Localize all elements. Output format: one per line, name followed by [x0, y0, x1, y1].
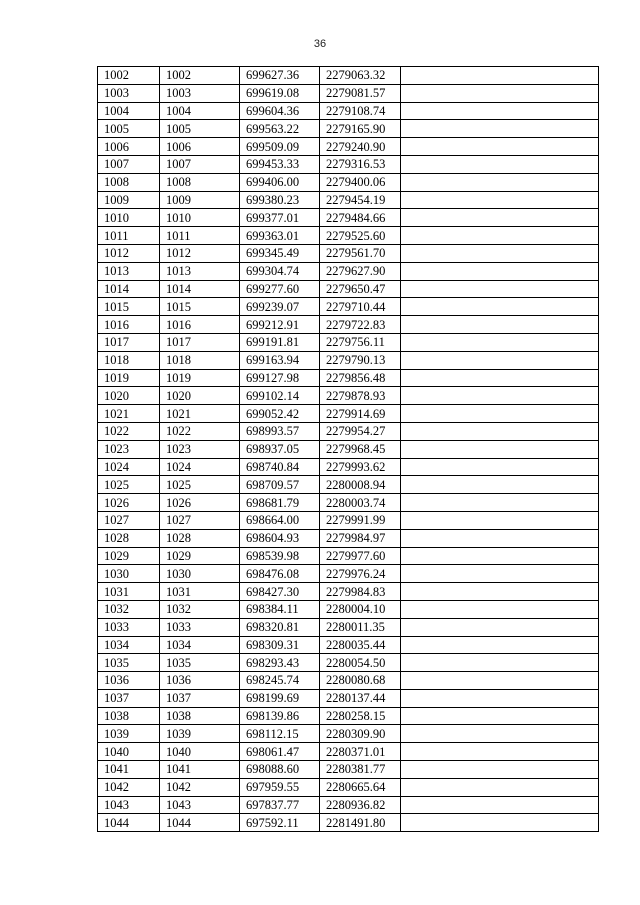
y-coordinate-cell: 2279165.90 — [320, 120, 401, 138]
x-coordinate-cell: 699191.81 — [240, 333, 320, 351]
empty-cell — [401, 565, 599, 583]
row-id-cell: 1010 — [98, 209, 160, 227]
table-row — [98, 529, 599, 547]
y-coordinate-cell: 2279561.70 — [320, 244, 401, 262]
table-row — [98, 618, 599, 636]
table-row — [98, 298, 599, 316]
row-id-cell: 1012 — [98, 244, 160, 262]
row-id-cell: 1021 — [98, 405, 160, 423]
point-id-cell: 1034 — [160, 636, 240, 654]
x-coordinate-cell: 699052.42 — [240, 405, 320, 423]
y-coordinate-cell: 2279756.11 — [320, 333, 401, 351]
empty-cell — [401, 84, 599, 102]
row-id-cell: 1011 — [98, 227, 160, 245]
table-row — [98, 405, 599, 423]
row-id-cell: 1013 — [98, 262, 160, 280]
empty-cell — [401, 636, 599, 654]
point-id-cell: 1007 — [160, 155, 240, 173]
y-coordinate-cell: 2279240.90 — [320, 138, 401, 156]
point-id-cell: 1042 — [160, 778, 240, 796]
empty-cell — [401, 244, 599, 262]
y-coordinate-cell: 2279710.44 — [320, 298, 401, 316]
row-id-cell: 1043 — [98, 796, 160, 814]
point-id-cell: 1040 — [160, 743, 240, 761]
row-id-cell: 1033 — [98, 618, 160, 636]
y-coordinate-cell: 2279856.48 — [320, 369, 401, 387]
empty-cell — [401, 583, 599, 601]
table-row — [98, 725, 599, 743]
y-coordinate-cell: 2279968.45 — [320, 440, 401, 458]
table-row — [98, 191, 599, 209]
empty-cell — [401, 262, 599, 280]
row-id-cell: 1038 — [98, 707, 160, 725]
y-coordinate-cell: 2279627.90 — [320, 262, 401, 280]
y-coordinate-cell: 2279991.99 — [320, 511, 401, 529]
table-row — [98, 761, 599, 779]
x-coordinate-cell: 698139.86 — [240, 707, 320, 725]
empty-cell — [401, 796, 599, 814]
empty-cell — [401, 458, 599, 476]
empty-cell — [401, 618, 599, 636]
x-coordinate-cell: 698384.11 — [240, 600, 320, 618]
empty-cell — [401, 761, 599, 779]
point-id-cell: 1043 — [160, 796, 240, 814]
y-coordinate-cell: 2280011.35 — [320, 618, 401, 636]
point-id-cell: 1022 — [160, 422, 240, 440]
y-coordinate-cell: 2279650.47 — [320, 280, 401, 298]
coordinates-table — [97, 66, 599, 832]
empty-cell — [401, 422, 599, 440]
empty-cell — [401, 672, 599, 690]
x-coordinate-cell: 698088.60 — [240, 761, 320, 779]
empty-cell — [401, 494, 599, 512]
y-coordinate-cell: 2279316.53 — [320, 155, 401, 173]
empty-cell — [401, 814, 599, 832]
point-id-cell: 1021 — [160, 405, 240, 423]
y-coordinate-cell: 2280035.44 — [320, 636, 401, 654]
page-number: 36 — [313, 38, 327, 50]
point-id-cell: 1002 — [160, 67, 240, 85]
y-coordinate-cell: 2279790.13 — [320, 351, 401, 369]
row-id-cell: 1037 — [98, 689, 160, 707]
empty-cell — [401, 155, 599, 173]
table-row — [98, 707, 599, 725]
x-coordinate-cell: 698199.69 — [240, 689, 320, 707]
y-coordinate-cell: 2280004.10 — [320, 600, 401, 618]
empty-cell — [401, 351, 599, 369]
empty-cell — [401, 173, 599, 191]
table-row — [98, 636, 599, 654]
row-id-cell: 1008 — [98, 173, 160, 191]
table-row — [98, 689, 599, 707]
empty-cell — [401, 654, 599, 672]
row-id-cell: 1034 — [98, 636, 160, 654]
row-id-cell: 1032 — [98, 600, 160, 618]
table-row — [98, 476, 599, 494]
row-id-cell: 1003 — [98, 84, 160, 102]
x-coordinate-cell: 698245.74 — [240, 672, 320, 690]
point-id-cell: 1041 — [160, 761, 240, 779]
row-id-cell: 1029 — [98, 547, 160, 565]
empty-cell — [401, 547, 599, 565]
table-row — [98, 565, 599, 583]
point-id-cell: 1039 — [160, 725, 240, 743]
table-row — [98, 84, 599, 102]
point-id-cell: 1028 — [160, 529, 240, 547]
x-coordinate-cell: 698112.15 — [240, 725, 320, 743]
row-id-cell: 1028 — [98, 529, 160, 547]
table-row — [98, 672, 599, 690]
row-id-cell: 1039 — [98, 725, 160, 743]
x-coordinate-cell: 698740.84 — [240, 458, 320, 476]
y-coordinate-cell: 2279976.24 — [320, 565, 401, 583]
table-row — [98, 422, 599, 440]
x-coordinate-cell: 698320.81 — [240, 618, 320, 636]
row-id-cell: 1016 — [98, 316, 160, 334]
row-id-cell: 1041 — [98, 761, 160, 779]
x-coordinate-cell: 697592.11 — [240, 814, 320, 832]
table-row — [98, 814, 599, 832]
x-coordinate-cell: 699377.01 — [240, 209, 320, 227]
y-coordinate-cell: 2279108.74 — [320, 102, 401, 120]
point-id-cell: 1004 — [160, 102, 240, 120]
point-id-cell: 1006 — [160, 138, 240, 156]
row-id-cell: 1025 — [98, 476, 160, 494]
x-coordinate-cell: 698309.31 — [240, 636, 320, 654]
y-coordinate-cell: 2280936.82 — [320, 796, 401, 814]
table-row — [98, 547, 599, 565]
y-coordinate-cell: 2280080.68 — [320, 672, 401, 690]
table-row — [98, 173, 599, 191]
table-row — [98, 654, 599, 672]
row-id-cell: 1022 — [98, 422, 160, 440]
point-id-cell: 1018 — [160, 351, 240, 369]
empty-cell — [401, 191, 599, 209]
point-id-cell: 1024 — [160, 458, 240, 476]
y-coordinate-cell: 2280137.44 — [320, 689, 401, 707]
empty-cell — [401, 120, 599, 138]
point-id-cell: 1011 — [160, 227, 240, 245]
table-row — [98, 387, 599, 405]
table-row — [98, 280, 599, 298]
x-coordinate-cell: 699304.74 — [240, 262, 320, 280]
y-coordinate-cell: 2280258.15 — [320, 707, 401, 725]
empty-cell — [401, 725, 599, 743]
point-id-cell: 1019 — [160, 369, 240, 387]
x-coordinate-cell: 699212.91 — [240, 316, 320, 334]
point-id-cell: 1027 — [160, 511, 240, 529]
table-body — [98, 67, 599, 832]
x-coordinate-cell: 698476.08 — [240, 565, 320, 583]
point-id-cell: 1005 — [160, 120, 240, 138]
x-coordinate-cell: 699453.33 — [240, 155, 320, 173]
point-id-cell: 1009 — [160, 191, 240, 209]
empty-cell — [401, 387, 599, 405]
point-id-cell: 1033 — [160, 618, 240, 636]
table-row — [98, 102, 599, 120]
empty-cell — [401, 476, 599, 494]
point-id-cell: 1030 — [160, 565, 240, 583]
x-coordinate-cell: 699509.09 — [240, 138, 320, 156]
row-id-cell: 1018 — [98, 351, 160, 369]
point-id-cell: 1008 — [160, 173, 240, 191]
x-coordinate-cell: 698681.79 — [240, 494, 320, 512]
y-coordinate-cell: 2280381.77 — [320, 761, 401, 779]
point-id-cell: 1044 — [160, 814, 240, 832]
y-coordinate-cell: 2280054.50 — [320, 654, 401, 672]
row-id-cell: 1017 — [98, 333, 160, 351]
y-coordinate-cell: 2280665.64 — [320, 778, 401, 796]
x-coordinate-cell: 699239.07 — [240, 298, 320, 316]
x-coordinate-cell: 699406.00 — [240, 173, 320, 191]
point-id-cell: 1036 — [160, 672, 240, 690]
empty-cell — [401, 511, 599, 529]
y-coordinate-cell: 2279878.93 — [320, 387, 401, 405]
point-id-cell: 1013 — [160, 262, 240, 280]
row-id-cell: 1035 — [98, 654, 160, 672]
table-row — [98, 351, 599, 369]
row-id-cell: 1020 — [98, 387, 160, 405]
row-id-cell: 1007 — [98, 155, 160, 173]
table-row — [98, 600, 599, 618]
row-id-cell: 1014 — [98, 280, 160, 298]
table-row — [98, 120, 599, 138]
table-row — [98, 227, 599, 245]
table-row — [98, 743, 599, 761]
x-coordinate-cell: 698993.57 — [240, 422, 320, 440]
table-row — [98, 244, 599, 262]
table-row — [98, 155, 599, 173]
row-id-cell: 1024 — [98, 458, 160, 476]
point-id-cell: 1025 — [160, 476, 240, 494]
row-id-cell: 1040 — [98, 743, 160, 761]
table-row — [98, 67, 599, 85]
table-row — [98, 796, 599, 814]
empty-cell — [401, 227, 599, 245]
y-coordinate-cell: 2279977.60 — [320, 547, 401, 565]
x-coordinate-cell: 698604.93 — [240, 529, 320, 547]
table-row — [98, 316, 599, 334]
table-row — [98, 511, 599, 529]
y-coordinate-cell: 2279722.83 — [320, 316, 401, 334]
table-row — [98, 440, 599, 458]
point-id-cell: 1038 — [160, 707, 240, 725]
x-coordinate-cell: 699102.14 — [240, 387, 320, 405]
x-coordinate-cell: 699627.36 — [240, 67, 320, 85]
point-id-cell: 1032 — [160, 600, 240, 618]
point-id-cell: 1003 — [160, 84, 240, 102]
point-id-cell: 1029 — [160, 547, 240, 565]
empty-cell — [401, 67, 599, 85]
table-row — [98, 494, 599, 512]
row-id-cell: 1019 — [98, 369, 160, 387]
row-id-cell: 1030 — [98, 565, 160, 583]
x-coordinate-cell: 697959.55 — [240, 778, 320, 796]
y-coordinate-cell: 2279454.19 — [320, 191, 401, 209]
y-coordinate-cell: 2280008.94 — [320, 476, 401, 494]
empty-cell — [401, 778, 599, 796]
table-row — [98, 369, 599, 387]
point-id-cell: 1031 — [160, 583, 240, 601]
empty-cell — [401, 209, 599, 227]
point-id-cell: 1017 — [160, 333, 240, 351]
empty-cell — [401, 600, 599, 618]
x-coordinate-cell: 699380.23 — [240, 191, 320, 209]
row-id-cell: 1005 — [98, 120, 160, 138]
point-id-cell: 1020 — [160, 387, 240, 405]
table-row — [98, 262, 599, 280]
y-coordinate-cell: 2279993.62 — [320, 458, 401, 476]
table-row — [98, 778, 599, 796]
row-id-cell: 1023 — [98, 440, 160, 458]
x-coordinate-cell: 698937.05 — [240, 440, 320, 458]
y-coordinate-cell: 2279400.06 — [320, 173, 401, 191]
point-id-cell: 1012 — [160, 244, 240, 262]
x-coordinate-cell: 698709.57 — [240, 476, 320, 494]
point-id-cell: 1037 — [160, 689, 240, 707]
x-coordinate-cell: 698061.47 — [240, 743, 320, 761]
row-id-cell: 1036 — [98, 672, 160, 690]
y-coordinate-cell: 2279914.69 — [320, 405, 401, 423]
y-coordinate-cell: 2279984.97 — [320, 529, 401, 547]
y-coordinate-cell: 2279081.57 — [320, 84, 401, 102]
x-coordinate-cell: 698664.00 — [240, 511, 320, 529]
row-id-cell: 1004 — [98, 102, 160, 120]
x-coordinate-cell: 699163.94 — [240, 351, 320, 369]
row-id-cell: 1006 — [98, 138, 160, 156]
y-coordinate-cell: 2279484.66 — [320, 209, 401, 227]
empty-cell — [401, 102, 599, 120]
x-coordinate-cell: 699363.01 — [240, 227, 320, 245]
empty-cell — [401, 333, 599, 351]
x-coordinate-cell: 697837.77 — [240, 796, 320, 814]
point-id-cell: 1015 — [160, 298, 240, 316]
row-id-cell: 1031 — [98, 583, 160, 601]
y-coordinate-cell: 2279063.32 — [320, 67, 401, 85]
x-coordinate-cell: 698293.43 — [240, 654, 320, 672]
table-row — [98, 458, 599, 476]
empty-cell — [401, 405, 599, 423]
point-id-cell: 1010 — [160, 209, 240, 227]
empty-cell — [401, 280, 599, 298]
table-row — [98, 333, 599, 351]
row-id-cell: 1027 — [98, 511, 160, 529]
x-coordinate-cell: 698427.30 — [240, 583, 320, 601]
x-coordinate-cell: 698539.98 — [240, 547, 320, 565]
empty-cell — [401, 138, 599, 156]
empty-cell — [401, 316, 599, 334]
point-id-cell: 1014 — [160, 280, 240, 298]
x-coordinate-cell: 699345.49 — [240, 244, 320, 262]
empty-cell — [401, 298, 599, 316]
y-coordinate-cell: 2281491.80 — [320, 814, 401, 832]
row-id-cell: 1026 — [98, 494, 160, 512]
row-id-cell: 1002 — [98, 67, 160, 85]
point-id-cell: 1035 — [160, 654, 240, 672]
x-coordinate-cell: 699127.98 — [240, 369, 320, 387]
y-coordinate-cell: 2280309.90 — [320, 725, 401, 743]
empty-cell — [401, 440, 599, 458]
row-id-cell: 1044 — [98, 814, 160, 832]
table-row — [98, 209, 599, 227]
x-coordinate-cell: 699563.22 — [240, 120, 320, 138]
y-coordinate-cell: 2280003.74 — [320, 494, 401, 512]
point-id-cell: 1023 — [160, 440, 240, 458]
empty-cell — [401, 369, 599, 387]
point-id-cell: 1026 — [160, 494, 240, 512]
y-coordinate-cell: 2279984.83 — [320, 583, 401, 601]
empty-cell — [401, 689, 599, 707]
y-coordinate-cell: 2279954.27 — [320, 422, 401, 440]
row-id-cell: 1015 — [98, 298, 160, 316]
y-coordinate-cell: 2280371.01 — [320, 743, 401, 761]
y-coordinate-cell: 2279525.60 — [320, 227, 401, 245]
empty-cell — [401, 743, 599, 761]
x-coordinate-cell: 699604.36 — [240, 102, 320, 120]
table-row — [98, 583, 599, 601]
empty-cell — [401, 529, 599, 547]
table-row — [98, 138, 599, 156]
x-coordinate-cell: 699277.60 — [240, 280, 320, 298]
x-coordinate-cell: 699619.08 — [240, 84, 320, 102]
empty-cell — [401, 707, 599, 725]
point-id-cell: 1016 — [160, 316, 240, 334]
row-id-cell: 1009 — [98, 191, 160, 209]
row-id-cell: 1042 — [98, 778, 160, 796]
